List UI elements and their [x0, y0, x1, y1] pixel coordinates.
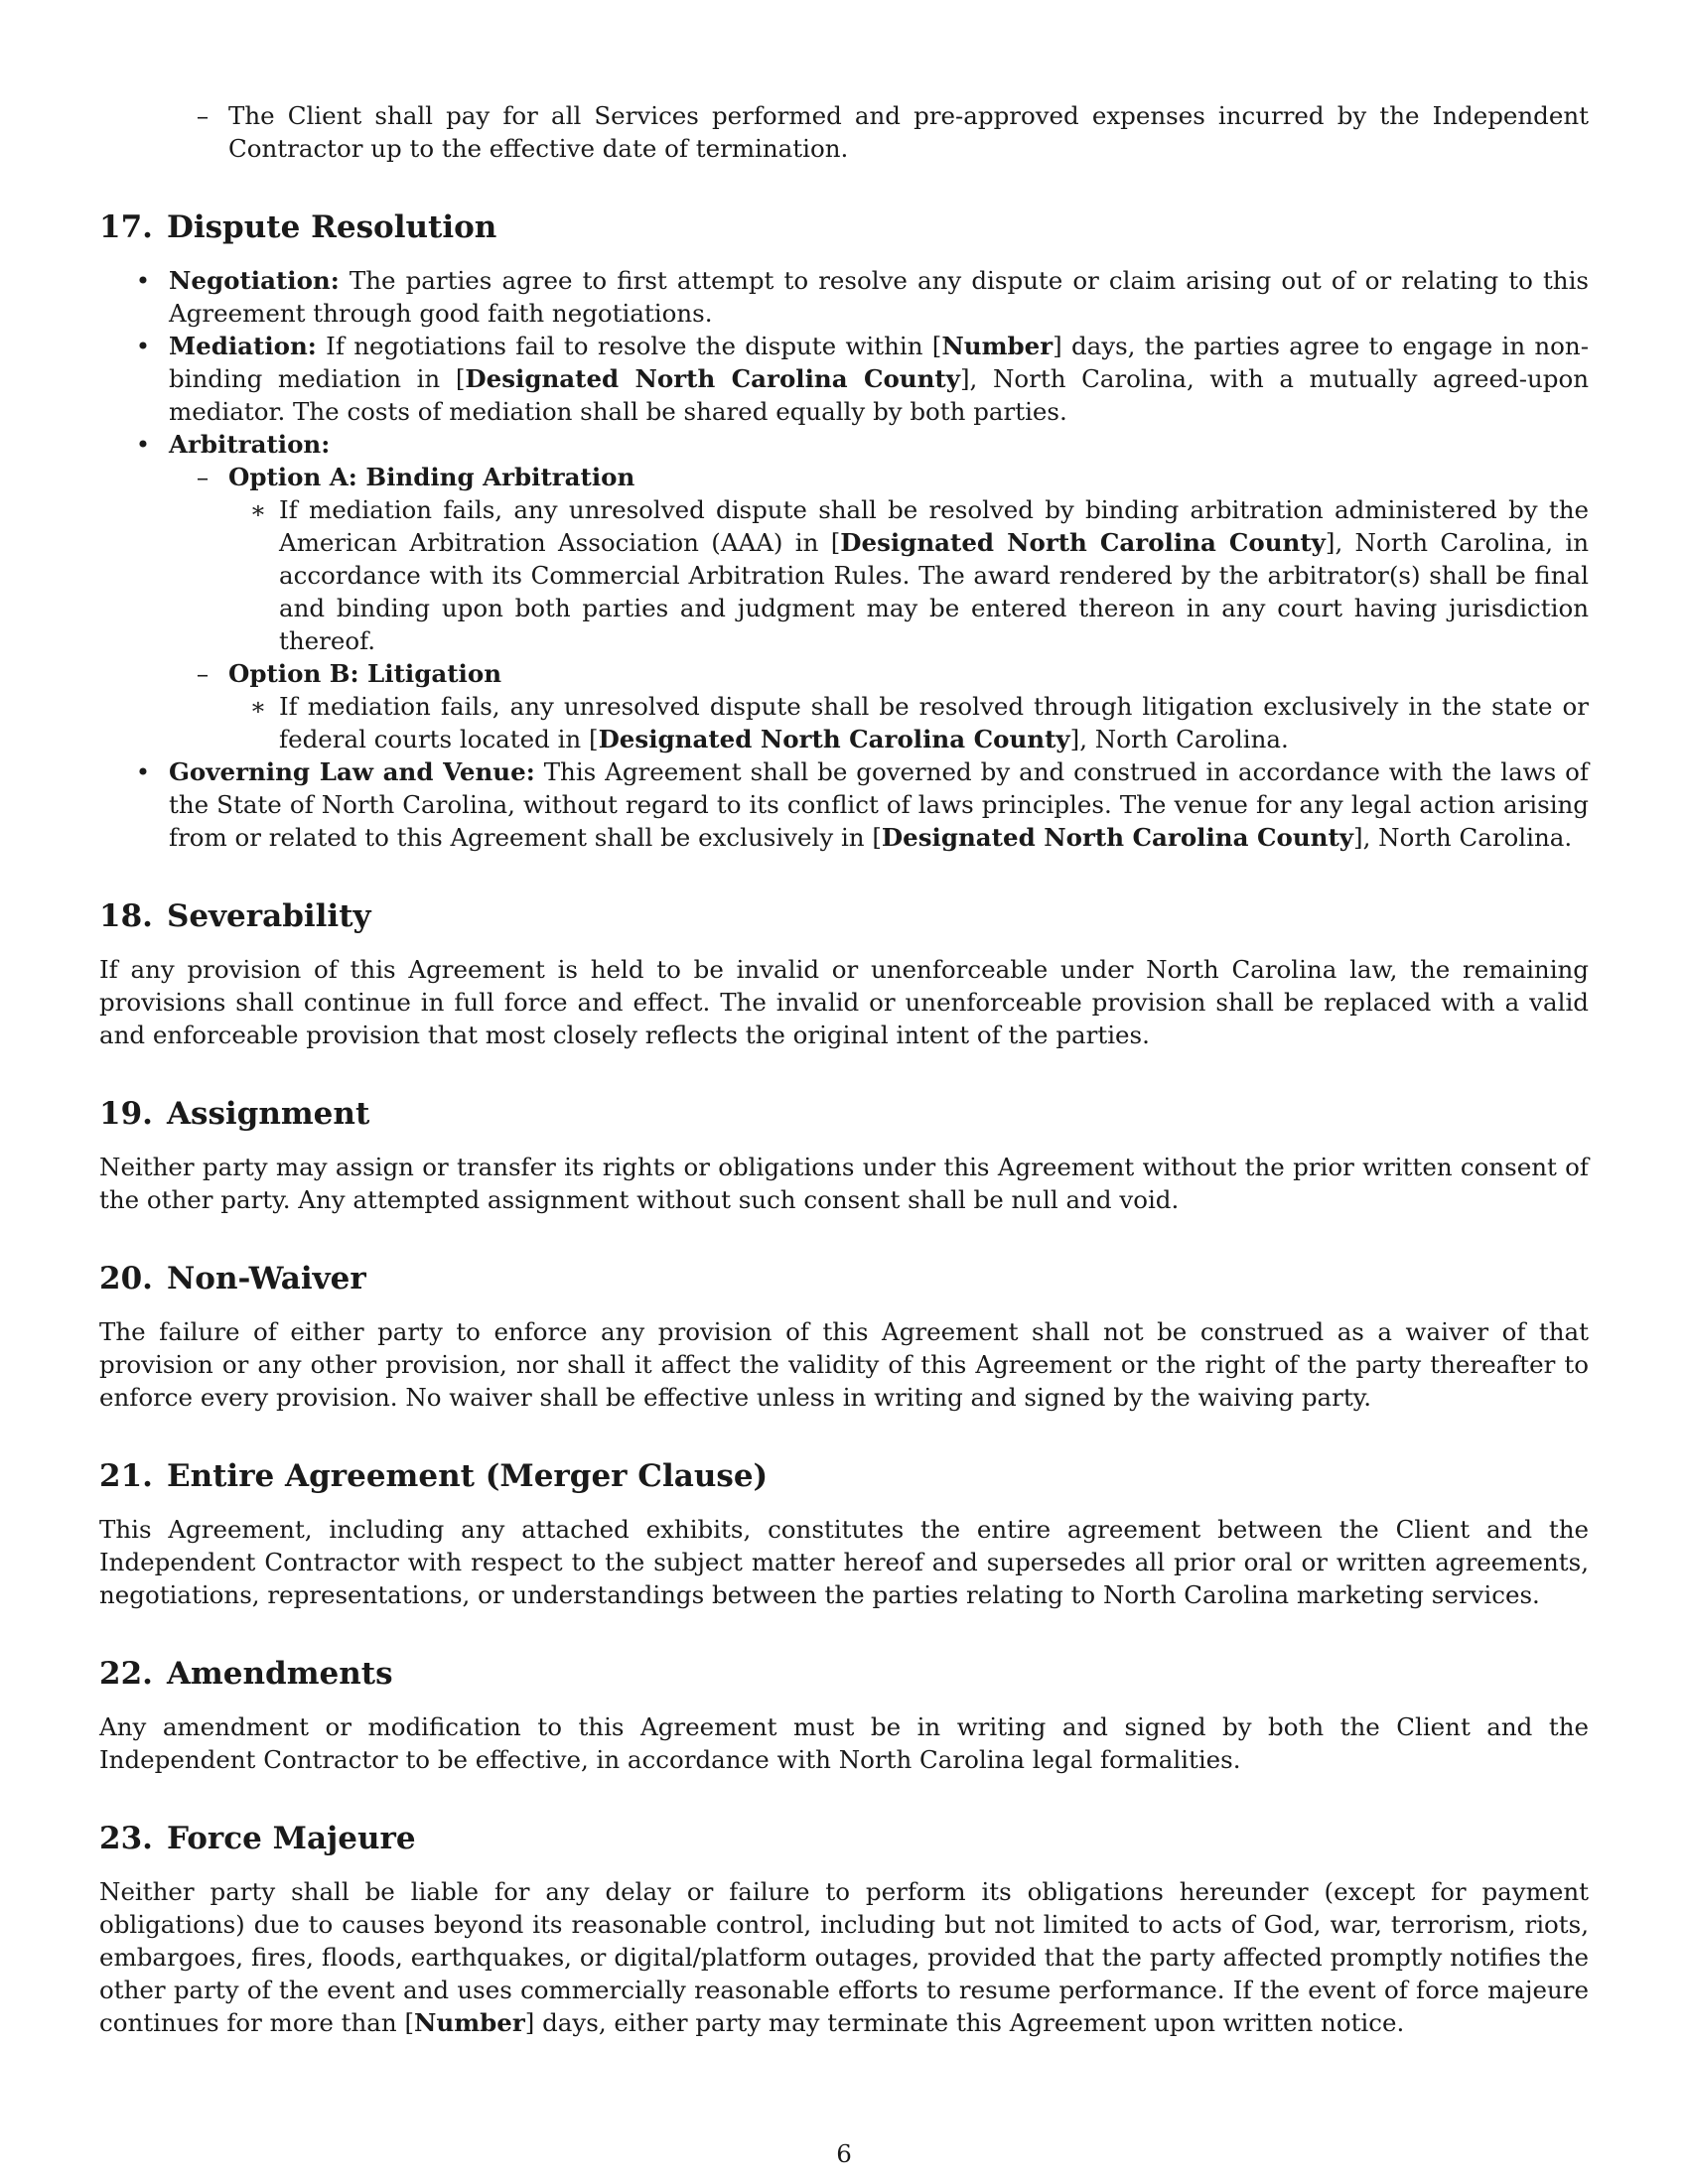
section-body: The failure of either party to enforce any provision of this Agreement shall not be construed as a waiver of that provision or any other provision, nor shall it affect the validity of this Agreement or the right of the party thereafter to enforce every provision. No waiver shall be effective unless in writing and signed by the waiving party. [99, 1317, 1589, 1412]
list-item-text: The Client shall pay for all Services performed and pre-approved expenses incurred by the Independent Contractor up to the effective date of termination. [228, 101, 1589, 163]
bullet-marker: • [135, 332, 151, 360]
item-text: ], North Carolina, in accordance with its Commercial Arbitration Rules. The award rendered by the arbitrator(s) shall be final and binding upon both parties and judgment may be entered thereon in any court having jurisdiction thereof. [279, 528, 1589, 655]
dash-marker: – [196, 659, 210, 688]
list-item [99, 99, 1589, 165]
section-title: Amendments [166, 1656, 393, 1692]
document-page [99, 99, 1589, 2039]
section-body: Neither party may assign or transfer its rights or obligations under this Agreement without the prior written consent of the other party. Any attempted assignment without such consent shall be null and void. [99, 1153, 1589, 1214]
placeholder-county: Designated North Carolina County [465, 364, 960, 393]
list-item-mediation [99, 330, 1589, 428]
list-item-negotiation [99, 264, 1589, 330]
section-number: 18. [99, 898, 153, 934]
section-heading-21 [99, 1456, 1589, 1496]
placeholder-number: Number [941, 332, 1054, 360]
section-body [99, 1875, 1589, 2039]
section-heading-22 [99, 1654, 1589, 1694]
section-number: 19. [99, 1096, 153, 1132]
section-heading-20 [99, 1259, 1589, 1298]
item-text: This Agreement shall be governed by and construed in accordance with the laws of the State of North Carolina, without regard to its conflict of laws principles. The venue for any legal action arising from or related to this Agreement shall be exclusively in [ [169, 757, 1589, 852]
item-text: ], North Carolina. [1069, 725, 1289, 753]
placeholder-number: Number [414, 2008, 525, 2037]
section-number: 17. [99, 209, 153, 245]
item-text: The parties agree to first attempt to resolve any dispute or claim arising out of or relating to this Agreement through good faith negotiations. [169, 266, 1589, 328]
item-label: Option B: Litigation [228, 659, 502, 688]
bullet-marker: • [135, 757, 151, 786]
item-text: If negotiations fail to resolve the dispute within [ [326, 332, 942, 360]
list-item-governing-law [99, 755, 1589, 854]
dash-marker: – [196, 463, 210, 491]
item-text: If mediation fails, any unresolved dispute shall be resolved through litigation exclusively in the state or federal courts located in [ [279, 692, 1589, 753]
section-body: Any amendment or modification to this Agreement must be in writing and signed by both the Client and the Independent Contractor to be effective, in accordance with North Carolina legal formalities. [99, 1712, 1589, 1774]
list-item-arbitration [99, 428, 1589, 461]
item-label: Mediation: [169, 332, 317, 360]
list-item-option-b-detail [99, 690, 1589, 755]
placeholder-county: Designated North Carolina County [840, 528, 1326, 557]
section-number: 21. [99, 1458, 153, 1494]
item-label: Governing Law and Venue: [169, 757, 535, 786]
section-number: 22. [99, 1656, 153, 1692]
body-text: Neither party shall be liable for any delay or failure to perform its obligations hereunder (except for payment obligations) due to causes beyond its reasonable control, including but not limited to acts of God, war, terrorism, riots, embargoes, fires, floods, earthquakes, or digital/platform outages, provided that the party affected promptly notifies the other party of the event and uses commercially reasonable efforts to resume performance. If the event of force majeure continues for more than [ [99, 1877, 1589, 2037]
list-item-option-b [99, 657, 1589, 690]
section-heading-17 [99, 207, 1589, 247]
placeholder-county: Designated North Carolina County [598, 725, 1070, 753]
section-number: 23. [99, 1821, 153, 1856]
section-title: Entire Agreement (Merger Clause) [166, 1458, 769, 1494]
section-heading-19 [99, 1094, 1589, 1134]
star-marker: ∗ [249, 692, 267, 721]
section-title: Severability [166, 898, 371, 934]
item-label: Negotiation: [169, 266, 340, 295]
item-text: ] days, the parties agree to engage in non-binding mediation in [ [169, 332, 1589, 393]
item-text: ], North Carolina, with a mutually agreed-upon mediator. The costs of mediation shall be shared equally by both parties. [169, 364, 1589, 426]
section-title: Assignment [166, 1096, 370, 1132]
star-marker: ∗ [249, 495, 267, 524]
list-item-option-a-detail [99, 493, 1589, 657]
page-number: 6 [836, 2139, 852, 2168]
bullet-marker: • [135, 430, 151, 459]
section-number: 20. [99, 1261, 153, 1297]
section-body: If any provision of this Agreement is held to be invalid or unenforceable under North Carolina law, the remaining provisions shall continue in full force and effect. The invalid or unenforceable provision shall be replaced with a valid and enforceable provision that most closely reflects the original intent of the parties. [99, 955, 1589, 1049]
section-title: Non-Waiver [166, 1261, 366, 1297]
item-label: Option A: Binding Arbitration [228, 463, 635, 491]
list-item-option-a [99, 461, 1589, 493]
placeholder-county: Designated North Carolina County [881, 823, 1354, 852]
section-heading-18 [99, 896, 1589, 936]
item-text: ], North Carolina. [1353, 823, 1573, 852]
item-label: Arbitration: [169, 430, 331, 459]
dash-marker: – [196, 101, 210, 130]
section-body: This Agreement, including any attached exhibits, constitutes the entire agreement between the Client and the Independent Contractor with respect to the subject matter hereof and supersedes all prior oral or written agreements, negotiations, representations, or understandings between the parties relating to North Carolina marketing services. [99, 1515, 1589, 1609]
section-title: Dispute Resolution [166, 209, 497, 245]
bullet-marker: • [135, 266, 151, 295]
item-text: If mediation fails, any unresolved dispute shall be resolved by binding arbitration administered by the American Arbitration Association (AAA) in [ [279, 495, 1589, 557]
section-heading-23 [99, 1819, 1589, 1858]
section-title: Force Majeure [166, 1821, 416, 1856]
body-text: ] days, either party may terminate this Agreement upon written notice. [524, 2008, 1405, 2037]
